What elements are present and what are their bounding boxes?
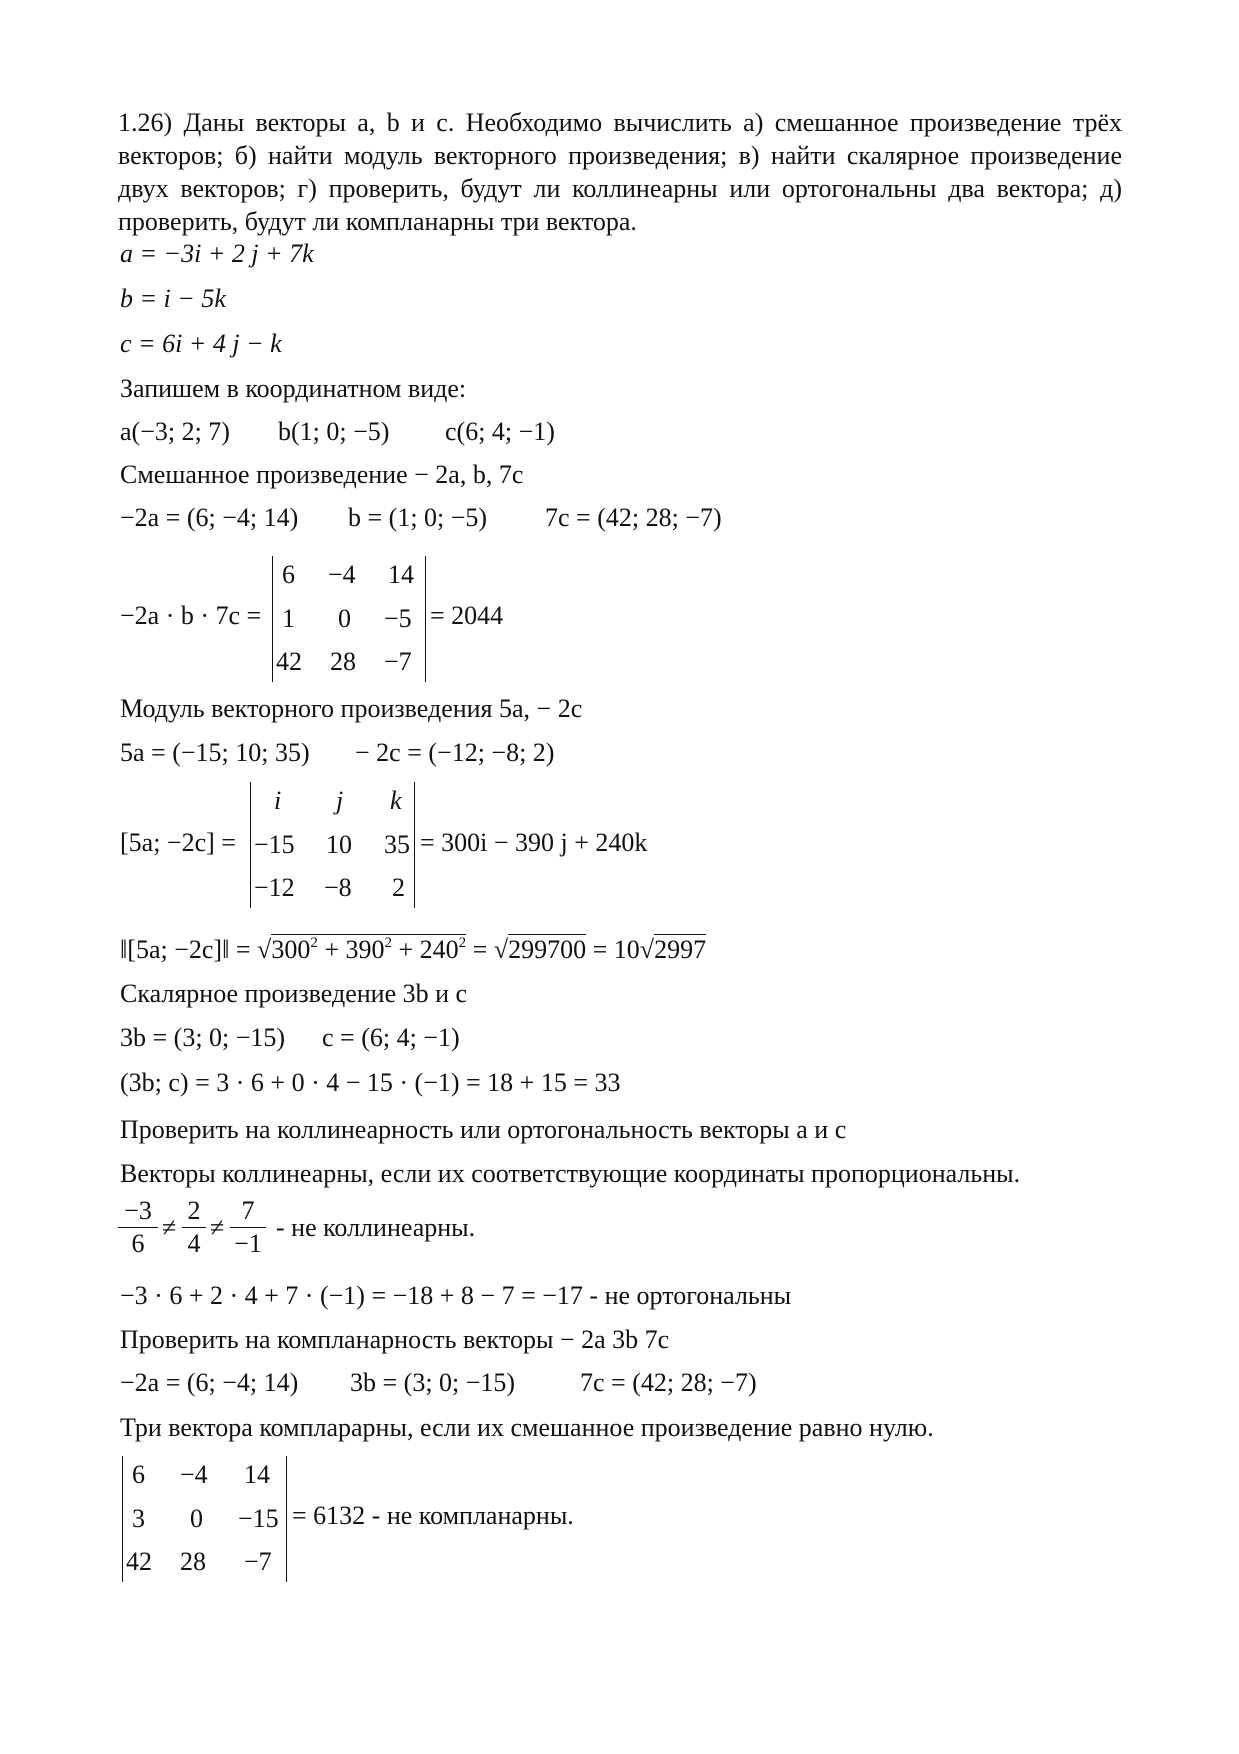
coplanarity-heading: Проверить на компланарность векторы − 2a 3b 7c	[120, 1325, 670, 1354]
mixed-vector-1: −2a = (6; −4; 14)	[120, 503, 299, 532]
det-cell: −7	[384, 647, 412, 676]
coordinate-b: b(1; 0; −5)	[278, 417, 390, 446]
mixed-product-result: = 2044	[430, 601, 504, 630]
coplanarity-determinant	[122, 1456, 287, 1582]
fraction-numerator: 2	[187, 1196, 201, 1225]
modulus-lhs: ‖[5a; −2c]‖ =	[120, 935, 258, 964]
cross-product-result: = 300i − 390 j + 240k	[420, 828, 648, 857]
det-cell: 10	[326, 830, 352, 859]
mixed-product-lhs: −2a · b · 7c =	[120, 601, 262, 630]
det-cell: 14	[388, 560, 414, 589]
det-cell: i	[274, 786, 282, 815]
vector-b-definition: b = i − 5k	[120, 284, 226, 313]
sqrt-icon: √	[257, 935, 272, 964]
not-equal-sign: ≠	[210, 1213, 225, 1242]
coplanar-vector-2: 3b = (3; 0; −15)	[350, 1368, 516, 1397]
fraction-denominator: 6	[131, 1229, 145, 1258]
fraction-b	[182, 1196, 206, 1259]
cross-product-modulus	[120, 927, 706, 966]
orthogonality-calculation: −3 · 6 + 2 · 4 + 7 · (−1) = −18 + 8 − 7 = −17 - не ортогональны	[120, 1281, 792, 1310]
det-cell: 2	[392, 873, 405, 902]
coplanarity-result: = 6132 - не компланарны.	[292, 1501, 574, 1530]
det-cell: 3	[132, 1504, 145, 1533]
det-cell: −15	[254, 830, 295, 859]
det-cell: −8	[324, 873, 352, 902]
det-cell: 6	[282, 560, 295, 589]
coordinate-c: c(6; 4; −1)	[445, 417, 555, 446]
fraction-denominator: −1	[234, 1229, 262, 1258]
collinearity-rule: Векторы коллинеарны, если их соответствующие координаты пропорциональны.	[120, 1159, 1021, 1188]
sqrt-icon: √	[493, 935, 509, 964]
scalar-vector-2: c = (6; 4; −1)	[322, 1023, 460, 1052]
problem-statement: 1.26) Даны векторы a, b и c. Необходимо вычислить а) смешанное произведение трёх векторов; б) найти модуль векторного произведения; в) найти скалярное произведение двух векторов; г) проверить, будут ли коллинеарны или ортогональны два вектора; д) проверить, будут ли компланарны три вектора.	[118, 108, 1122, 236]
det-cell: 1	[282, 604, 295, 633]
det-cell: 28	[330, 647, 356, 676]
modulus-radicand-3: 2997	[654, 935, 707, 964]
det-cell: −7	[244, 1547, 272, 1576]
det-cell: 6	[132, 1460, 145, 1489]
mixed-product-determinant	[272, 556, 426, 682]
mixed-vector-2: b = (1; 0; −5)	[348, 503, 488, 532]
sqrt-icon: √	[639, 935, 655, 964]
coordinate-heading: Запишем в координатном виде:	[120, 374, 467, 403]
fraction-numerator: −3	[124, 1196, 152, 1225]
modulus-eq: =	[466, 935, 494, 964]
coplanar-vector-1: −2a = (6; −4; 14)	[120, 1368, 299, 1397]
mixed-product-heading: Смешанное произведение − 2a, b, 7c	[120, 460, 524, 489]
cross-product-heading: Модуль векторного произведения 5a, − 2c	[120, 694, 583, 723]
modulus-radicand-2: 299700	[508, 935, 587, 964]
det-cell: −15	[238, 1504, 279, 1533]
det-cell: −5	[384, 604, 412, 633]
cross-vector-1: 5a = (−15; 10; 35)	[120, 738, 310, 767]
coplanarity-rule: Три вектора компларарны, если их смешанное произведение равно нулю.	[120, 1413, 934, 1442]
det-cell: j	[336, 786, 344, 815]
scalar-product-heading: Скалярное произведение 3b и c	[120, 979, 468, 1008]
det-cell: 14	[244, 1460, 270, 1489]
cross-vector-2: − 2c = (−12; −8; 2)	[355, 738, 555, 767]
mixed-vector-3: 7c = (42; 28; −7)	[545, 503, 722, 532]
fraction-numerator: 7	[241, 1196, 255, 1225]
modulus-radicand-1: $300^2 + 390^2 + 240^2$	[271, 935, 467, 964]
fraction-denominator: 4	[187, 1229, 201, 1258]
not-equal-sign: ≠	[162, 1213, 177, 1242]
coplanar-vector-3: 7c = (42; 28; −7)	[580, 1368, 757, 1397]
vector-c-definition: c = 6i + 4 j − k	[120, 329, 282, 358]
det-cell: −4	[180, 1460, 208, 1489]
collinearity-heading: Проверить на коллинеарность или ортогональность векторы a и c	[120, 1115, 847, 1144]
det-cell: 35	[384, 830, 410, 859]
det-cell: 42	[276, 647, 302, 676]
cross-product-determinant	[250, 782, 415, 908]
scalar-product-calculation: (3b; c) = 3 · 6 + 0 · 4 − 15 · (−1) = 18 + 15 = 33	[120, 1068, 621, 1097]
vector-a-definition: a = −3i + 2 j + 7k	[120, 239, 314, 268]
det-cell: 0	[338, 604, 351, 633]
collinearity-verdict: - не коллинеарны.	[276, 1213, 476, 1242]
det-cell: k	[390, 786, 402, 815]
det-cell: −4	[328, 560, 356, 589]
coordinate-a: a(−3; 2; 7)	[120, 417, 230, 446]
fraction-c	[230, 1196, 266, 1259]
scalar-vector-1: 3b = (3; 0; −15)	[120, 1023, 286, 1052]
det-cell: 0	[190, 1504, 203, 1533]
det-cell: −12	[254, 873, 295, 902]
modulus-eq-2: = 10	[586, 935, 640, 964]
det-cell: 42	[126, 1547, 152, 1576]
fraction-a	[118, 1196, 158, 1259]
det-cell: 28	[180, 1547, 206, 1576]
cross-product-lhs: [5a; −2c] =	[120, 828, 236, 857]
